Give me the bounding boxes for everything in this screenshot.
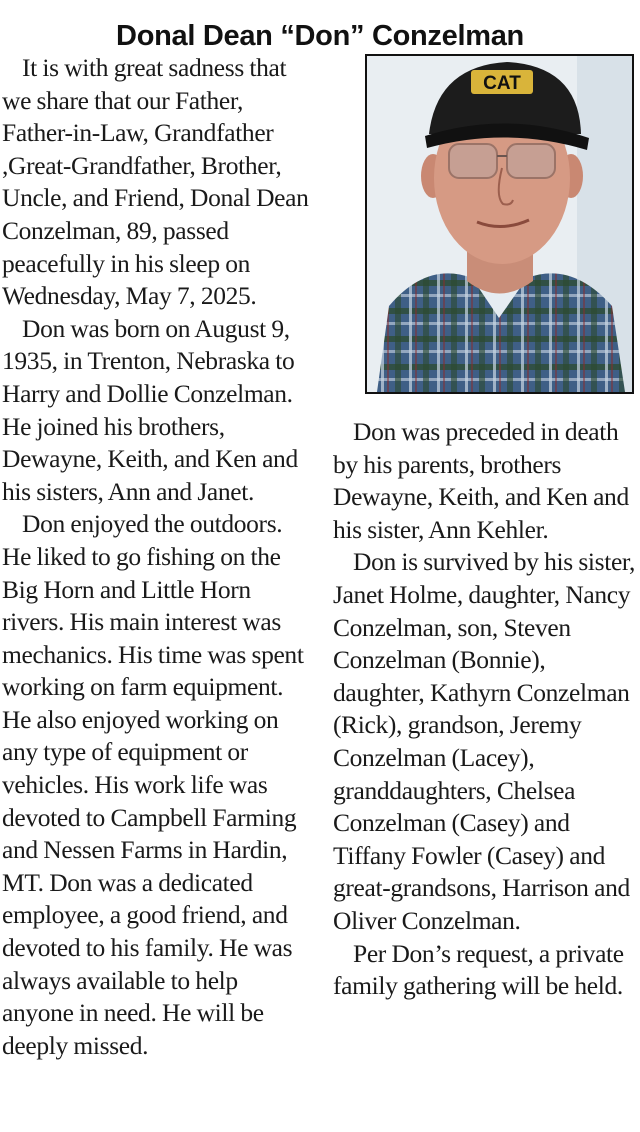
- portrait-illustration: [367, 56, 632, 392]
- paragraph-announcement: It is with great sadness that we share that our Father, Father-in-Law, Grandfather ,Great-Grandfather, Brother, Uncle, and Friend, Donal Dean Conzelman, 89, passed peacefully in his sleep on Wednesday, May 7, 2025.: [2, 53, 309, 311]
- paragraph-birth: Don was born on August 9, 1935, in Trenton, Nebraska to Harry and Dollie Conzelman. He joined his brothers, Dewayne, Keith, and Ken and his sisters, Ann and Janet.: [2, 313, 298, 506]
- left-column: [2, 52, 312, 1062]
- paragraph-preceded: Don was preceded in death by his parents, brothers Dewayne, Keith, and Ken and his sister, Ann Kehler.: [333, 417, 629, 544]
- cap-logo: CAT: [483, 73, 521, 94]
- portrait-photo: [365, 54, 634, 394]
- obituary-title: Donal Dean “Don” Conzelman: [116, 20, 524, 53]
- paragraph-survived: Don is survived by his sister, Janet Holme, daughter, Nancy Conzelman, son, Steven Conzelman (Bonnie), daughter, Kathyrn Conzelman (Rick), grandson, Jeremy Conzelman (Lacey), granddaughters, Chelsea Conzelman (Casey) and Tiffany Fowler (Casey) and great-grandsons, Harrison and Oliver Conzelman.: [333, 547, 636, 935]
- paragraph-request: Per Don’s request, a private family gathering will be held.: [333, 938, 624, 1001]
- paragraph-life: Don enjoyed the outdoors. He liked to go fishing on the Big Horn and Little Horn rivers. His main interest was mechanics. His time was spent working on farm equipment. He also enjoyed working on any type of equipment or vehicles. His work life was devoted to Campbell Farming and Nessen Farms in Hardin, MT. Don was a dedicated employee, a good friend, and devoted to his family. He was always available to help anyone in need. He will be deeply missed.: [2, 509, 304, 1060]
- right-column: [333, 416, 639, 1003]
